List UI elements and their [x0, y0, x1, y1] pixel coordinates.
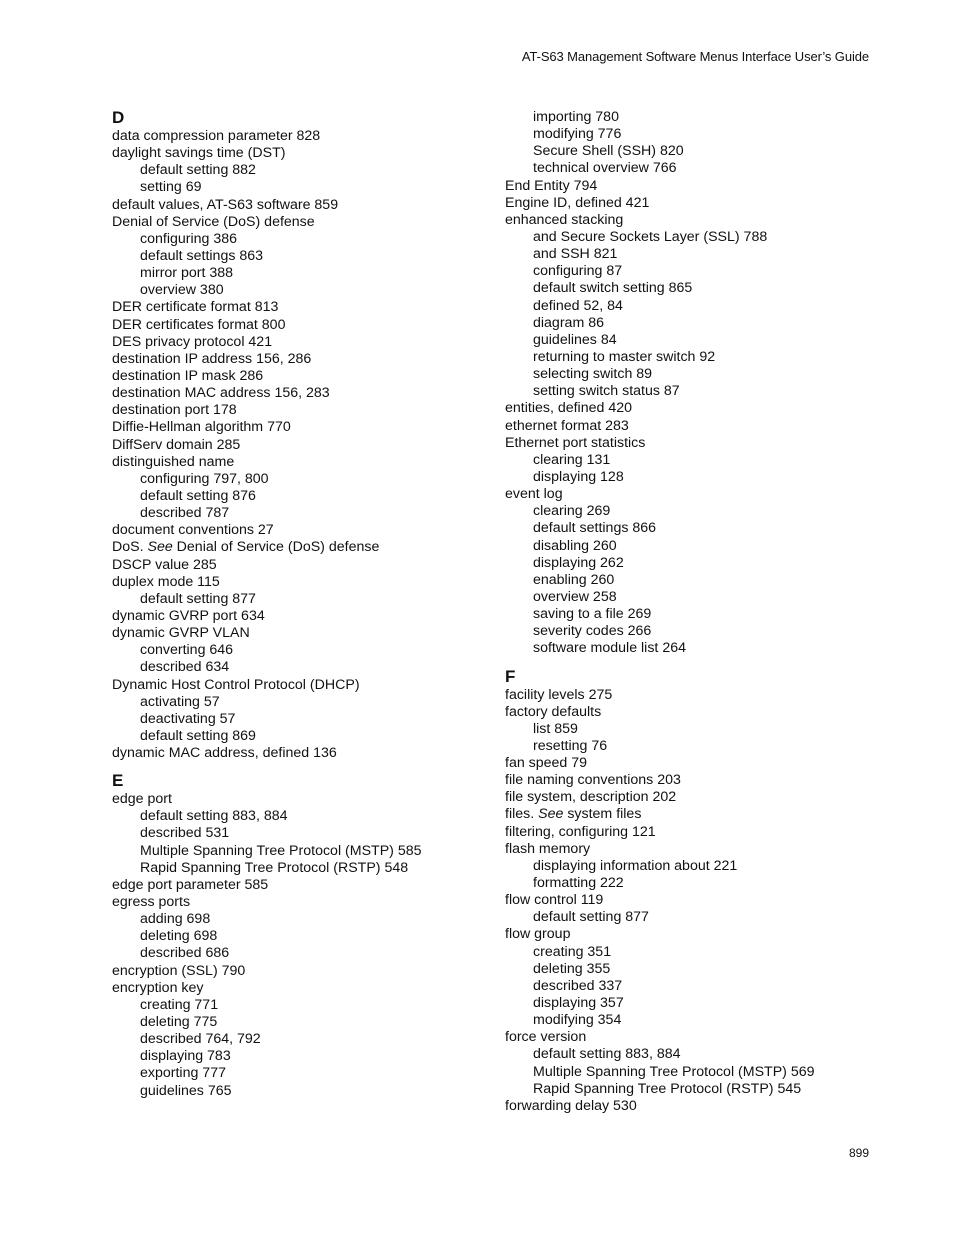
index-subentry: software module list 264	[533, 640, 686, 657]
index-subentry: displaying 783	[140, 1048, 231, 1065]
index-entry: filtering, configuring 121	[505, 823, 656, 840]
index-subentry: configuring 797, 800	[140, 470, 269, 487]
index-entry: Dynamic Host Control Protocol (DHCP)	[112, 676, 360, 693]
index-subentry: exporting 777	[140, 1065, 226, 1082]
index-subentry: saving to a file 269	[533, 606, 652, 623]
index-entry: duplex mode 115	[112, 573, 220, 590]
index-entry: Engine ID, defined 421	[505, 194, 650, 211]
index-entry: enhanced stacking	[505, 211, 624, 228]
index-entry: force version	[505, 1029, 587, 1046]
index-subentry: described 337	[533, 977, 623, 994]
index-column-left	[112, 108, 502, 1100]
index-subentry: and SSH 821	[533, 246, 618, 263]
index-subentry: adding 698	[140, 911, 211, 928]
index-subentry: displaying 357	[533, 995, 624, 1012]
index-entry: egress ports	[112, 894, 191, 911]
index-subentry: list 859	[533, 720, 578, 737]
index-entry: DSCP value 285	[112, 556, 217, 573]
index-entry: default values, AT-S63 software 859	[112, 196, 339, 213]
index-subentry: deleting 698	[140, 928, 218, 945]
index-entry: document conventions 27	[112, 522, 274, 539]
index-subentry: modifying 776	[533, 126, 622, 143]
index-entry: edge port parameter 585	[112, 876, 269, 893]
index-entry: DiffServ domain 285	[112, 436, 241, 453]
index-subentry: converting 646	[140, 642, 234, 659]
index-entry: Denial of Service (DoS) defense	[112, 213, 315, 230]
index-subentry: setting 69	[140, 179, 202, 196]
index-subentry: configuring 87	[533, 263, 623, 280]
index-entry: flow group	[505, 926, 571, 943]
index-subentry: default setting 877	[533, 909, 649, 926]
index-column-right	[505, 109, 895, 1115]
index-subentry: importing 780	[533, 109, 619, 125]
index-entry: daylight savings time (DST)	[112, 145, 286, 162]
index-entry: destination port 178	[112, 402, 237, 419]
index-subentry: deactivating 57	[140, 710, 236, 727]
index-entry: dynamic GVRP port 634	[112, 607, 265, 624]
index-subentry: Secure Shell (SSH) 820	[533, 143, 684, 160]
index-subentry: default setting 882	[140, 162, 256, 179]
index-subentry: diagram 86	[533, 314, 604, 331]
index-subentry: displaying 128	[533, 468, 624, 485]
entry-target: Denial of Service (DoS) defense	[172, 539, 380, 556]
index-subentry: creating 351	[533, 943, 612, 960]
index-subentry: returning to master switch 92	[533, 348, 716, 365]
index-subentry: selecting switch 89	[533, 366, 653, 383]
index-subentry: modifying 354	[533, 1012, 622, 1029]
index-subentry: described 787	[140, 505, 230, 522]
running-header: AT-S63 Management Software Menus Interface User’s Guide	[521, 49, 869, 64]
index-subentry: technical overview 766	[533, 160, 677, 177]
entry-target: system files	[563, 806, 642, 823]
index-entry: factory defaults	[505, 703, 602, 720]
see-reference: See	[538, 806, 564, 823]
index-entry: entities, defined 420	[505, 400, 632, 417]
index-subentry: default setting 876	[140, 487, 256, 504]
index-subentry: Multiple Spanning Tree Protocol (MSTP) 569	[533, 1063, 815, 1080]
index-subentry: default setting 869	[140, 727, 256, 744]
index-subentry: guidelines 84	[533, 331, 617, 348]
index-entry: End Entity 794	[505, 177, 598, 194]
index-entry: Diffie-Hellman algorithm 770	[112, 419, 291, 436]
index-entry: flow control 119	[505, 892, 604, 909]
index-entry: fan speed 79	[505, 755, 588, 772]
index-subentry: clearing 269	[533, 503, 611, 520]
index-entry: DES privacy protocol 421	[112, 333, 273, 350]
index-subentry: described 634	[140, 659, 230, 676]
index-subentry: guidelines 765	[140, 1082, 232, 1099]
index-subentry: disabling 260	[533, 537, 617, 554]
index-subentry: configuring 386	[140, 230, 238, 247]
index-subentry: described 686	[140, 945, 230, 962]
index-entry: dynamic MAC address, defined 136	[112, 745, 337, 762]
index-entry: Ethernet port statistics	[505, 434, 646, 451]
index-subentry: activating 57	[140, 693, 220, 710]
index-subentry: overview 380	[140, 282, 224, 299]
index-subentry: default settings 866	[533, 520, 657, 537]
index-entry: file system, description 202	[505, 789, 677, 806]
index-subentry: enabling 260	[533, 571, 615, 588]
index-entry: flash memory	[505, 840, 591, 857]
index-subentry: default setting 877	[140, 590, 256, 607]
index-subentry: deleting 775	[140, 1014, 218, 1031]
index-entry	[112, 539, 502, 556]
entry-term: DoS.	[112, 539, 148, 556]
index-subentry: default setting 883, 884	[533, 1046, 681, 1063]
entry-term: files.	[505, 806, 539, 823]
index-entry: DER certificate format 813	[112, 299, 279, 316]
page-number: 899	[848, 1146, 869, 1160]
index-entry: destination MAC address 156, 283	[112, 385, 330, 402]
index-subentry: described 764, 792	[140, 1031, 261, 1048]
index-entry: dynamic GVRP VLAN	[112, 625, 250, 642]
index-subentry: Rapid Spanning Tree Protocol (RSTP) 545	[533, 1080, 802, 1097]
index-subentry: severity codes 266	[533, 623, 652, 640]
index-entry: destination IP mask 286	[112, 367, 264, 384]
index-subentry: creating 771	[140, 996, 219, 1013]
index-entry: event log	[505, 486, 563, 503]
index-subentry: Rapid Spanning Tree Protocol (RSTP) 548	[140, 859, 409, 876]
index-entry: destination IP address 156, 286	[112, 350, 312, 367]
index-entry: encryption (SSL) 790	[112, 962, 246, 979]
index-subentry: default switch setting 865	[533, 280, 693, 297]
index-subentry: defined 52, 84	[533, 297, 623, 314]
index-entry: forwarding delay 530	[505, 1097, 637, 1114]
index-entry: encryption key	[112, 979, 204, 996]
index-entry	[505, 806, 895, 823]
index-subentry: Multiple Spanning Tree Protocol (MSTP) 585	[140, 842, 422, 859]
see-reference: See	[147, 539, 173, 556]
index-subentry: displaying 262	[533, 554, 624, 571]
index-subentry: resetting 76	[533, 737, 608, 754]
index-subentry: and Secure Sockets Layer (SSL) 788	[533, 228, 768, 245]
index-entry: DER certificates format 800	[112, 316, 286, 333]
index-subentry: mirror port 388	[140, 265, 234, 282]
section-letter: D	[112, 108, 125, 127]
index-subentry: overview 258	[533, 588, 617, 605]
section-letter: E	[112, 771, 124, 791]
index-entry: ethernet format 283	[505, 417, 629, 434]
index-subentry: clearing 131	[533, 451, 611, 468]
index-subentry: default settings 863	[140, 247, 264, 264]
index-entry: facility levels 275	[505, 686, 613, 703]
index-entry: data compression parameter 828	[112, 128, 321, 144]
section-letter: F	[505, 666, 516, 686]
index-subentry: default setting 883, 884	[140, 808, 288, 825]
index-subentry: deleting 355	[533, 960, 611, 977]
index-entry: distinguished name	[112, 453, 235, 470]
index-subentry: displaying information about 221	[533, 857, 738, 874]
index-entry: file naming conventions 203	[505, 772, 681, 789]
index-subentry: described 531	[140, 825, 230, 842]
index-subentry: setting switch status 87	[533, 383, 680, 400]
index-entry: edge port	[112, 791, 172, 808]
index-subentry: formatting 222	[533, 875, 624, 892]
